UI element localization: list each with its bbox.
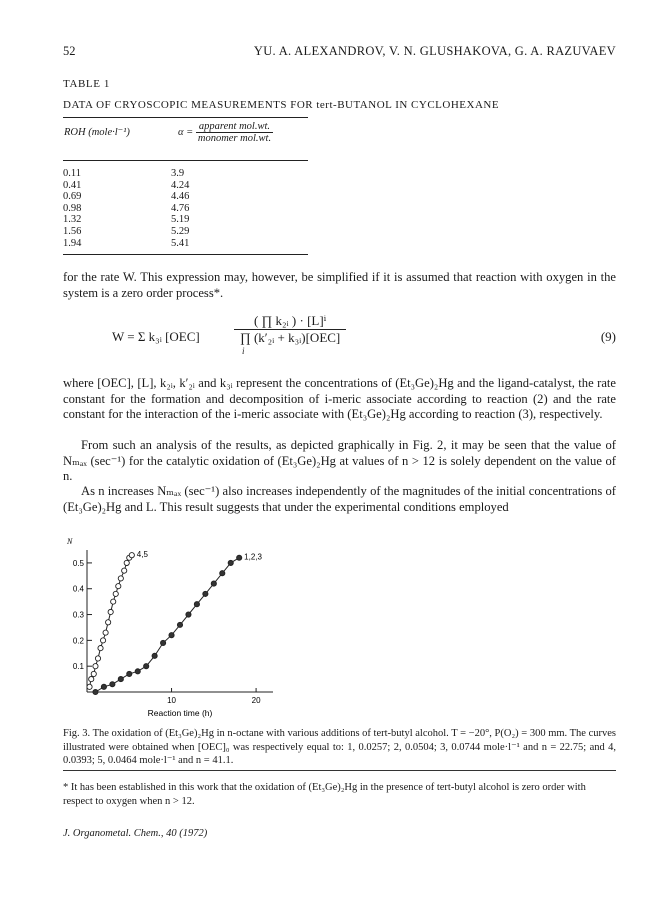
- table-top-rule: [63, 117, 308, 118]
- data-point: [98, 646, 103, 651]
- data-point: [103, 630, 108, 635]
- data-point: [118, 676, 123, 681]
- table-column-header-alpha: [178, 121, 273, 144]
- authors: YU. A. ALEXANDROV, V. N. GLUSHAKOVA, G. A. RAZUVAEV: [253, 44, 616, 58]
- table-label: TABLE 1: [63, 78, 111, 90]
- figure-caption: Fig. 3. The oxidation of (Et₃Ge)₂Hg in n-octane with various additions of tert-butyl alcohol. T = −20°, P(O₂) = 300 mm. The curves illustrated were obtained when [OEC]₀ was respectively equal to: 1, 0.0257; 2, 0.0504; 3, 0.0744 mole·l⁻¹ and n = 22.75; and 4, 0.0393; 5, 0.0464 mole·l⁻¹ and n = 41.1.: [63, 728, 616, 766]
- x-tick-label: 20: [251, 696, 261, 705]
- data-point: [228, 560, 233, 565]
- table-row: [63, 203, 263, 215]
- footnote: * It has been established in this work that the oxidation of (Et₃Ge)₂Hg in the presence of tert-butyl alcohol is zero order with respect to oxygen when n > 12.: [63, 782, 586, 807]
- reaction-time-chart: [63, 536, 283, 722]
- data-point: [152, 653, 157, 658]
- data-point: [177, 622, 182, 627]
- data-point: [101, 684, 106, 689]
- data-point: [111, 599, 116, 604]
- data-point: [118, 576, 123, 581]
- data-point: [160, 640, 165, 645]
- table-row: [63, 214, 263, 226]
- data-point: [203, 591, 208, 596]
- alpha-cell: 4.24: [171, 179, 190, 191]
- roh-cell: 0.69: [63, 191, 82, 203]
- x-axis-label: Reaction time (h): [147, 708, 213, 718]
- alpha-prefix: α =: [178, 126, 194, 138]
- table-row: [63, 180, 263, 192]
- table-bottom-rule: [63, 254, 308, 255]
- roh-cell: 0.41: [63, 179, 82, 191]
- data-table: [63, 168, 263, 249]
- data-point: [89, 676, 94, 681]
- data-point: [95, 656, 100, 661]
- data-point: [106, 620, 111, 625]
- data-point: [220, 571, 225, 576]
- running-header: [63, 44, 616, 64]
- data-point: [135, 669, 140, 674]
- roh-cell: 1.56: [63, 225, 82, 237]
- alpha-cell: 5.29: [171, 225, 190, 237]
- alpha-denominator: monomer mol.wt.: [197, 133, 272, 144]
- roh-cell: 0.11: [63, 168, 81, 179]
- y-tick-label: 0.1: [72, 662, 84, 672]
- data-point: [87, 684, 92, 689]
- formula-fraction: [234, 313, 346, 356]
- data-point: [122, 568, 127, 573]
- series-line-2: [96, 558, 240, 692]
- y-tick-label: 0.2: [72, 636, 84, 646]
- data-point: [91, 671, 96, 676]
- alpha-numerator: apparent mol.wt.: [196, 121, 273, 133]
- alpha-fraction: [196, 121, 273, 144]
- page-number: 52: [63, 44, 76, 58]
- series-label: 4,5: [136, 550, 148, 560]
- data-point: [237, 555, 242, 560]
- table-row: [63, 168, 263, 180]
- data-point: [194, 602, 199, 607]
- roh-cell: 1.32: [63, 214, 82, 226]
- alpha-cell: 5.41: [171, 237, 190, 249]
- alpha-cell: 4.76: [171, 202, 190, 214]
- series-label: 1,2,3: [244, 552, 262, 562]
- equation-number: (9): [600, 329, 616, 344]
- table-header-rule: [63, 160, 308, 161]
- data-point: [93, 664, 98, 669]
- data-point: [113, 591, 118, 596]
- data-point: [116, 584, 121, 589]
- formula-lhs: W = Σ k₃ᵢ [OEC]: [112, 329, 200, 344]
- table-row: [63, 238, 263, 250]
- table-row: [63, 226, 263, 238]
- data-point: [124, 560, 129, 565]
- table-title: DATA OF CRYOSCOPIC MEASUREMENTS FOR tert-BUTANOL IN CYCLOHEXANE: [63, 99, 500, 111]
- journal-reference: J. Organometal. Chem., 40 (1972): [63, 828, 208, 839]
- data-point: [110, 682, 115, 687]
- data-point: [108, 609, 113, 614]
- alpha-cell: 3.9: [171, 168, 185, 179]
- data-point: [211, 581, 216, 586]
- roh-cell: 0.98: [63, 202, 82, 214]
- x-tick-label: 10: [167, 696, 176, 705]
- data-point: [186, 612, 191, 617]
- paragraph-3: From such an analysis of the results, as depicted graphically in Fig. 2, it may be seen that the value of Nₘₐₓ (sec⁻¹) for the catalytic oxidation of (Et₃Ge)₂Hg at values of n > 12 is solely dependent on the value of n.: [63, 438, 616, 484]
- paragraph-2: where [OEC], [L], k₂ᵢ, k′₂ᵢ and k₃ᵢ represent the concentrations of (Et₃Ge)₂Hg and the ligand-catalyst, the rate constant for the formation and decomposition of i-meric associate according to reaction (2) and the rate constant for the interaction of the i-meric associate with (Et₃Ge)₂Hg according to reaction (3), respectively.: [63, 376, 616, 422]
- data-point: [127, 671, 132, 676]
- data-point: [144, 664, 149, 669]
- table-row: [63, 191, 263, 203]
- alpha-cell: 4.46: [171, 191, 190, 203]
- formula-numerator: ( ∏ k₂ᵢ ) · [L]ⁱ: [234, 313, 346, 330]
- y-tick-label: 0.4: [72, 584, 84, 594]
- data-point: [93, 689, 98, 694]
- paragraph-4: As n increases Nₘₐₓ (sec⁻¹) also increases independently of the magnitudes of the initial concentrations of (Et₃Ge)₂Hg and L. This result suggests that under the experimental conditions employed: [63, 484, 616, 514]
- paragraph-1: for the rate W. This expression may, however, be simplified if it is assumed that reaction with oxygen in the system is a zero order process*.: [63, 270, 616, 300]
- alpha-cell: 5.19: [171, 214, 190, 226]
- y-axis-label: N: [67, 537, 73, 546]
- table-column-header-roh: ROH (mole·l⁻¹): [64, 127, 130, 138]
- data-point: [169, 633, 174, 638]
- roh-cell: 1.94: [63, 237, 82, 249]
- formula-index: i: [242, 346, 245, 356]
- y-tick-label: 0.5: [72, 558, 84, 568]
- data-point: [100, 638, 105, 643]
- formula-denominator: ∏ (k′₂ᵢ + k₃ᵢ)[OEC]: [240, 330, 341, 345]
- footnote-rule: [63, 770, 616, 771]
- data-point: [129, 553, 134, 558]
- equation-9: [112, 313, 616, 363]
- y-tick-label: 0.3: [72, 610, 84, 620]
